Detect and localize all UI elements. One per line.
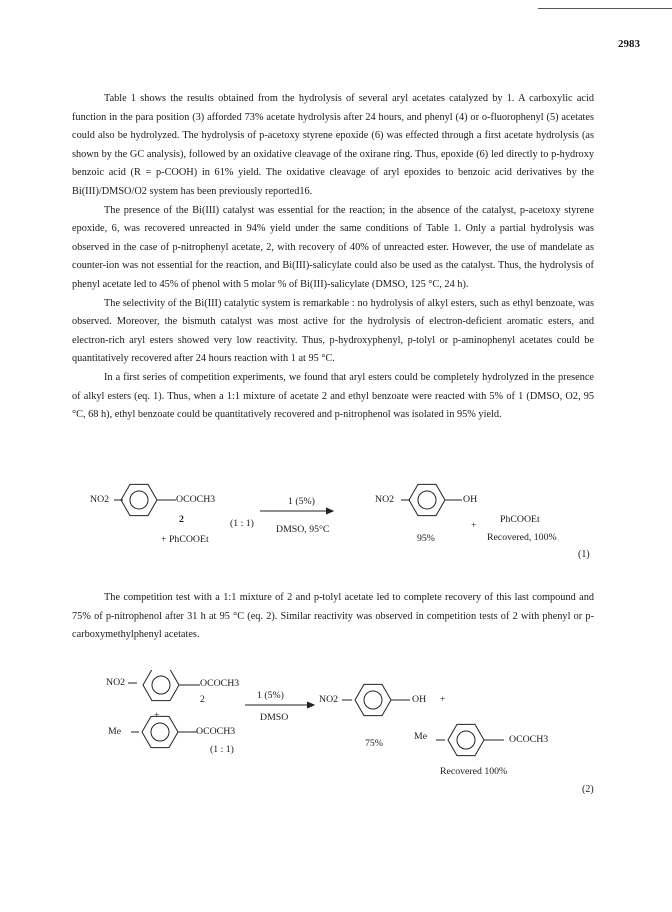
equation-1-structures — [0, 480, 672, 560]
header-rule — [538, 8, 672, 9]
body-text-bottom — [72, 589, 594, 645]
plus-sign: + — [154, 710, 160, 721]
paragraph: The selectivity of the Bi(III) catalytic system is remarkable : no hydrolysis of alkyl esters, such as ethyl benzoate, was observed. Moreover, the bismuth catalyst was most active for the hydrolysis of electron-deficient aromatic esters, and electron-rich aryl esters showed very low reactivity. Thus, p-hydroxyphenyl, p-tolyl or p-aminophenyl acetates could be quantitatively recovered after 24 hours reaction with 1 at 95 °C. — [72, 297, 594, 365]
recovered-label: Recovered 100% — [440, 766, 508, 777]
nitro-group-label: NO2 — [106, 677, 126, 688]
acetoxy-group-label: OCOCH3 — [509, 734, 549, 745]
methyl-group-label: Me — [108, 726, 122, 737]
hydroxy-group-label: OH — [412, 694, 427, 705]
compound-number: 2 — [200, 694, 205, 705]
solvent-label: DMSO — [260, 712, 289, 723]
catalyst-label: 1 (5%) — [257, 690, 284, 701]
plus-sign: + — [471, 520, 477, 531]
byproduct-label: PhCOOEt — [500, 514, 540, 525]
methyl-group-label: Me — [414, 731, 428, 742]
plus-sign: + — [440, 694, 446, 705]
equation-2-structures — [0, 670, 672, 800]
ratio-label: (1 : 1) — [230, 518, 254, 529]
nitro-group-label: NO2 — [319, 694, 339, 705]
compound-number: 2 — [179, 514, 184, 525]
equation-1 — [0, 480, 672, 560]
nitro-group-label: NO2 — [375, 494, 395, 505]
recovered-label: Recovered, 100% — [487, 532, 557, 543]
paragraph: In a first series of competition experiments, we found that aryl esters could be completely hydrolyzed in the presence of alkyl esters (eq. 1). Thus, when a 1:1 mixture of acetate 2 and ethyl benzoate were reacted with 5% of 1 (DMSO, O2, 95 °C, 68 h), ethyl benzoate could be quantitatively recovered and p-nitrophenol was isolated in 95% yield. — [72, 371, 594, 421]
body-text-top — [72, 90, 594, 425]
paragraph: Table 1 shows the results obtained from the hydrolysis of several aryl acetates catalyzed by 1. A carboxylic acid function in the para position (3) afforded 73% acetate hydrolysis after 24 hours, and phenyl (4) or o-fluorophenyl (5) acetates could also be hydrolyzed. The hydrolysis of p-acetoxy styrene epoxide (6) was effected through a first acetate hydrolysis (as shown by the GC analysis), followed by an oxidative cleavage of the oxirane ring. Thus, epoxide (6) led directly to p-hydroxy benzoic acid (R = p-COOH) in 61% yield. The oxidative cleavage of aryl epoxides to benzoic acid derivatives by the Bi(III)/DMSO/O2 system has been previously reported16. — [72, 93, 594, 197]
equation-number: (2) — [582, 784, 594, 795]
paragraph: The competition test with a 1:1 mixture of 2 and p-tolyl acetate led to complete recovery of this last compound and 75% of p-nitrophenol after 31 h at 95 °C (eq. 2). Similar reactivity was observed in competition tests of 2 with phenyl or p-carboxymethylphenyl acetates. — [72, 592, 594, 641]
equation-2 — [0, 670, 672, 800]
page-number: 2983 — [618, 38, 640, 50]
acetoxy-group-label: OCOCH3 — [196, 726, 236, 737]
yield-label: 75% — [365, 738, 383, 749]
yield-label: 95% — [417, 533, 435, 544]
ratio-label: (1 : 1) — [210, 744, 234, 755]
equation-number: (1) — [578, 549, 590, 560]
acetoxy-group-label: OCOCH3 — [200, 678, 240, 689]
paragraph: The presence of the Bi(III) catalyst was essential for the reaction; in the absence of the catalyst, p-acetoxy styrene epoxide, 6, was recovered unreacted in 94% yield under the same conditions of Table 1. Only a partial hydrolysis was observed in the case of p-nitrophenyl acetate, 2, with recovery of 40% of unreacted ester. However, the use of mandelate as counter-ion was not essential for the reaction, and Bi(III)-salicylate could also be used as the catalyst. Thus, the hydrolysis of phenyl acetate led to 45% of phenol with 5 molar % of Bi(III)-salicylate (DMSO, 125 °C, 24 h). — [72, 204, 594, 290]
nitro-group-label: NO2 — [90, 494, 110, 505]
acetoxy-group-label: OCOCH3 — [176, 494, 216, 505]
hydroxy-group-label: OH — [463, 494, 478, 505]
catalyst-label: 1 (5%) — [288, 496, 315, 507]
coreactant-label: + PhCOOEt — [161, 534, 209, 545]
conditions-label: DMSO, 95°C — [276, 524, 330, 535]
